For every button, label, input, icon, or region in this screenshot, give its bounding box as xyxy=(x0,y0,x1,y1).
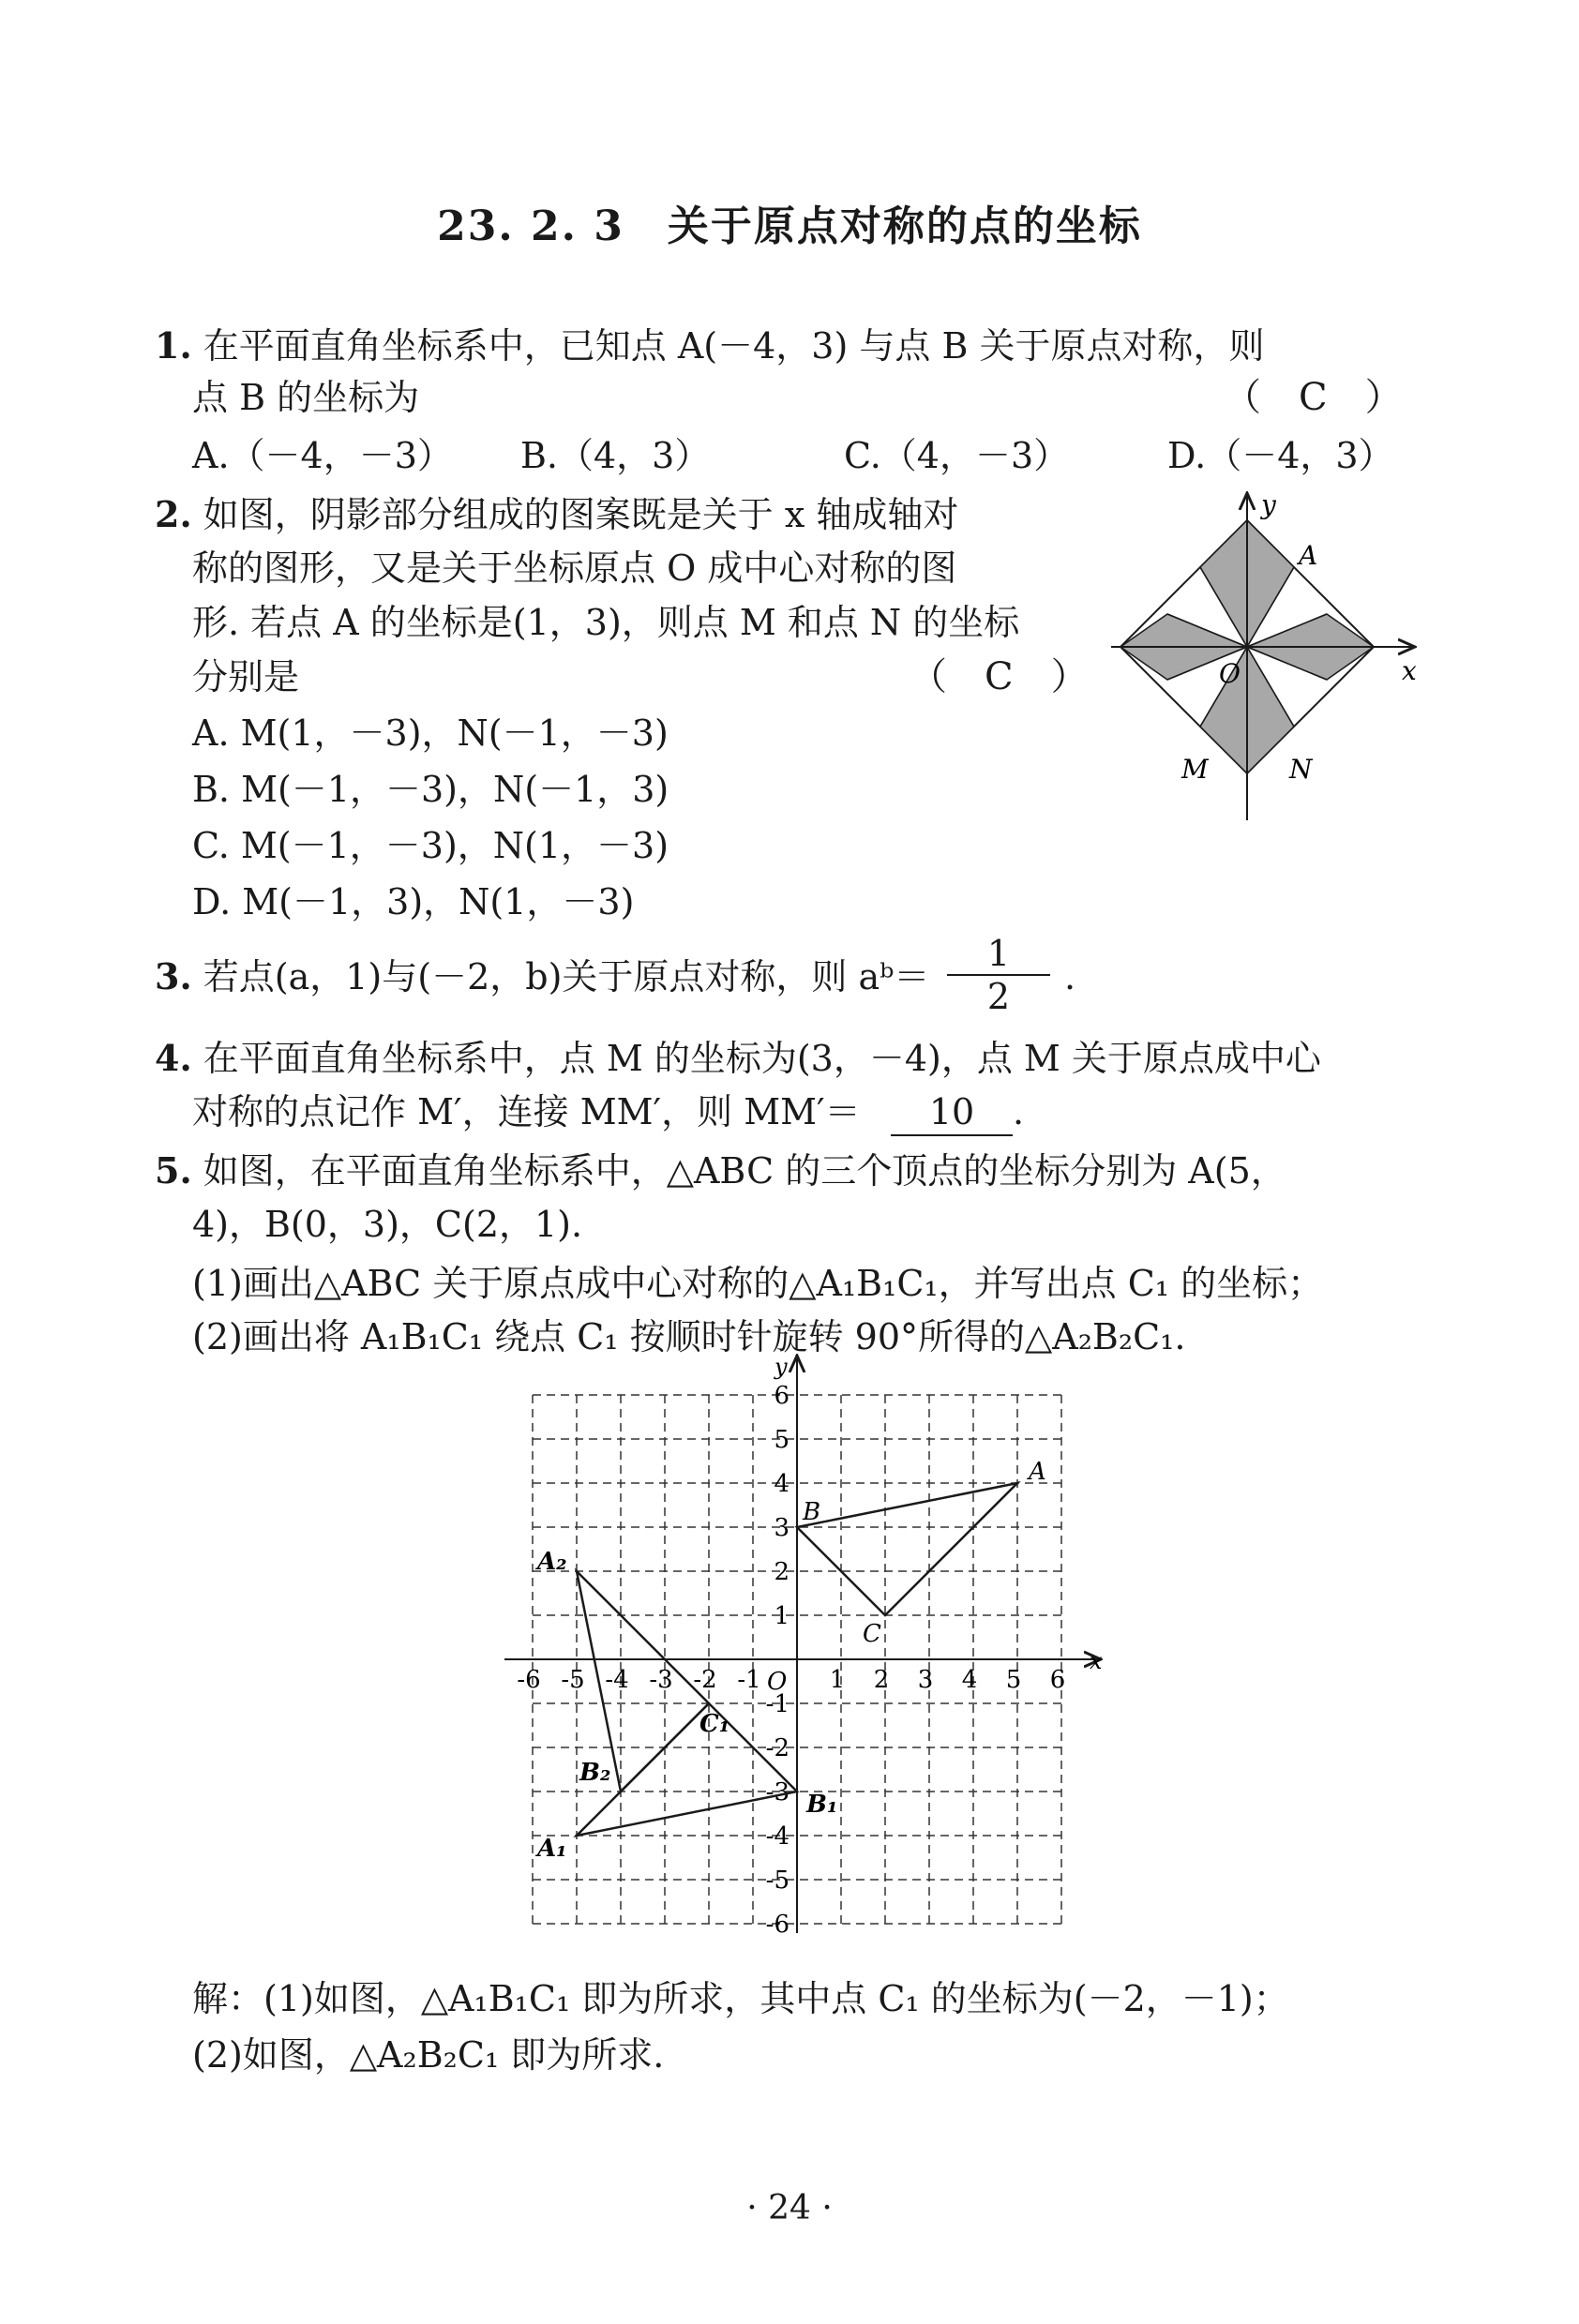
q5-line2: 4)，B(0，3)，C(2，1). xyxy=(192,1204,583,1245)
q5-solution-2: (2)如图，△A₂B₂C₁ 即为所求. xyxy=(192,2034,665,2076)
q2-option-c: C. M(－1，－3)，N(1，－3) xyxy=(192,825,669,866)
q4-number: 4. xyxy=(155,1037,192,1079)
x-tick-label: -4 xyxy=(605,1666,629,1694)
y-tick-label: 6 xyxy=(774,1382,790,1410)
q1-text-1: 在平面直角坐标系中，已知点 A(－4，3) 与点 B 关于原点对称，则 xyxy=(203,325,1265,367)
q2-option-a: A. M(1，－3)，N(－1，－3) xyxy=(192,712,669,754)
q2-label-a: A xyxy=(1299,540,1318,571)
q2-line2: 称的图形，又是关于坐标原点 O 成中心对称的图 xyxy=(192,547,957,589)
q5-text-1: 如图，在平面直角坐标系中，△ABC 的三个顶点的坐标分别为 A(5， xyxy=(203,1150,1286,1192)
x-tick-label: -3 xyxy=(649,1666,673,1694)
q4-end: . xyxy=(1013,1091,1025,1132)
q1-answer: （ C ） xyxy=(1224,376,1403,419)
point-label: C₁ xyxy=(699,1710,730,1738)
q2-text-1: 如图，阴影部分组成的图案既是关于 x 轴成轴对 xyxy=(203,494,959,535)
x-tick-label: 4 xyxy=(961,1666,978,1694)
x-tick-label: -6 xyxy=(517,1666,541,1694)
q5-number: 5. xyxy=(155,1149,192,1192)
q2-sector xyxy=(1247,647,1294,773)
q3-answer-numerator: 1 xyxy=(947,933,1050,976)
y-tick-label: -3 xyxy=(765,1778,790,1807)
page-number: · 24 · xyxy=(746,2189,833,2227)
q2-sector xyxy=(1200,520,1247,647)
q3-answer-fraction xyxy=(947,933,1050,1017)
q3-answer-denominator: 2 xyxy=(986,976,1011,1017)
point-label: B₂ xyxy=(579,1759,611,1787)
point-label: B₁ xyxy=(806,1791,838,1819)
q2-answer: （ C ） xyxy=(910,655,1089,698)
x-tick-label: 5 xyxy=(1005,1666,1022,1694)
q3-end: . xyxy=(1064,956,1076,997)
y-tick-label: 5 xyxy=(774,1426,790,1454)
q1-option-b: B.（4，3） xyxy=(520,435,711,476)
q2-option-d: D. M(－1，3)，N(1，－3) xyxy=(192,881,635,922)
q4-line1 xyxy=(155,1036,1321,1081)
q2-line1 xyxy=(155,492,958,537)
q1-number: 1. xyxy=(155,324,192,367)
q5-coordinate-chart xyxy=(478,1354,1135,1987)
x-tick-label: -5 xyxy=(561,1666,585,1694)
q2-line4: 分别是 xyxy=(192,656,300,697)
point-label: A₁ xyxy=(537,1835,567,1863)
y-axis-label: y xyxy=(774,1354,788,1380)
q3-text: 若点(a，1)与(－2，b)关于原点对称，则 aᵇ＝ xyxy=(203,956,930,997)
q2-sector xyxy=(1120,614,1247,647)
origin-label: O xyxy=(767,1668,788,1696)
y-tick-label: -6 xyxy=(765,1911,790,1939)
x-axis-label: x xyxy=(1090,1648,1103,1674)
point-label: B xyxy=(803,1498,821,1526)
q2-label-n: N xyxy=(1289,754,1313,785)
q5-part2: (2)画出将 A₁B₁C₁ 绕点 C₁ 按顺时针旋转 90°所得的△A₂B₂C₁. xyxy=(192,1316,1186,1357)
q5-solution-1: 解：(1)如图，△A₁B₁C₁ 即为所求，其中点 C₁ 的坐标为(－2，－1)； xyxy=(192,1978,1289,2019)
x-tick-label: -1 xyxy=(737,1666,761,1694)
q1-option-d: D.（－4，3） xyxy=(1167,435,1394,476)
y-tick-label: 1 xyxy=(774,1602,790,1630)
q5-part1: (1)画出△ABC 关于原点成中心对称的△A₁B₁C₁，并写出点 C₁ 的坐标； xyxy=(192,1263,1324,1304)
point-label: A xyxy=(1029,1458,1046,1486)
q1-option-c: C.（4，－3） xyxy=(844,435,1070,476)
q3-number: 3. xyxy=(155,955,192,997)
q5-line1 xyxy=(155,1148,1286,1193)
y-tick-label: 3 xyxy=(774,1514,790,1542)
q2-figure xyxy=(1111,487,1430,830)
q2-line3: 形. 若点 A 的坐标是(1，3)，则点 M 和点 N 的坐标 xyxy=(192,602,1020,643)
q2-option-b: B. M(－1，－3)，N(－1，3) xyxy=(192,769,669,810)
triangle-ABC xyxy=(797,1483,1017,1615)
x-tick-label: 2 xyxy=(873,1666,890,1694)
x-tick-label: -2 xyxy=(693,1666,717,1694)
q2-sector xyxy=(1247,614,1374,647)
q1-option-a: A.（－4，－3） xyxy=(192,435,453,476)
q2-sector xyxy=(1247,520,1294,647)
y-tick-label: -4 xyxy=(765,1822,790,1851)
q2-sector xyxy=(1247,647,1374,680)
x-tick-label: 6 xyxy=(1049,1666,1066,1694)
x-tick-label: 3 xyxy=(917,1666,934,1694)
q1-line1 xyxy=(155,323,1264,368)
q4-answer: 10 xyxy=(891,1089,1013,1136)
q2-x-label: x xyxy=(1402,655,1417,686)
q5-axes xyxy=(504,1354,1103,1933)
q2-label-m: M xyxy=(1181,754,1209,785)
q4-answer-blank xyxy=(891,1089,1024,1136)
y-tick-label: -1 xyxy=(765,1690,790,1718)
y-tick-label: -5 xyxy=(765,1867,790,1895)
q2-y-label: y xyxy=(1261,489,1276,520)
q2-origin-label: O xyxy=(1219,658,1241,689)
q2-number: 2. xyxy=(155,493,192,535)
point-label: A₂ xyxy=(537,1548,567,1576)
section-title: 23. 2. 3 关于原点对称的点的坐标 xyxy=(437,202,1142,250)
y-tick-label: 2 xyxy=(774,1558,790,1586)
y-tick-label: -2 xyxy=(765,1734,790,1762)
q3-line xyxy=(155,954,929,999)
q1-line2: 点 B 的坐标为 xyxy=(192,377,420,418)
y-tick-label: 4 xyxy=(774,1470,790,1498)
point-label: C xyxy=(863,1620,881,1648)
x-tick-label: 1 xyxy=(829,1666,846,1694)
q4-line2: 对称的点记作 M′，连接 MM′，则 MM′＝ xyxy=(192,1091,861,1132)
q4-text-1: 在平面直角坐标系中，点 M 的坐标为(3，－4)，点 M 关于原点成中心 xyxy=(203,1038,1321,1079)
